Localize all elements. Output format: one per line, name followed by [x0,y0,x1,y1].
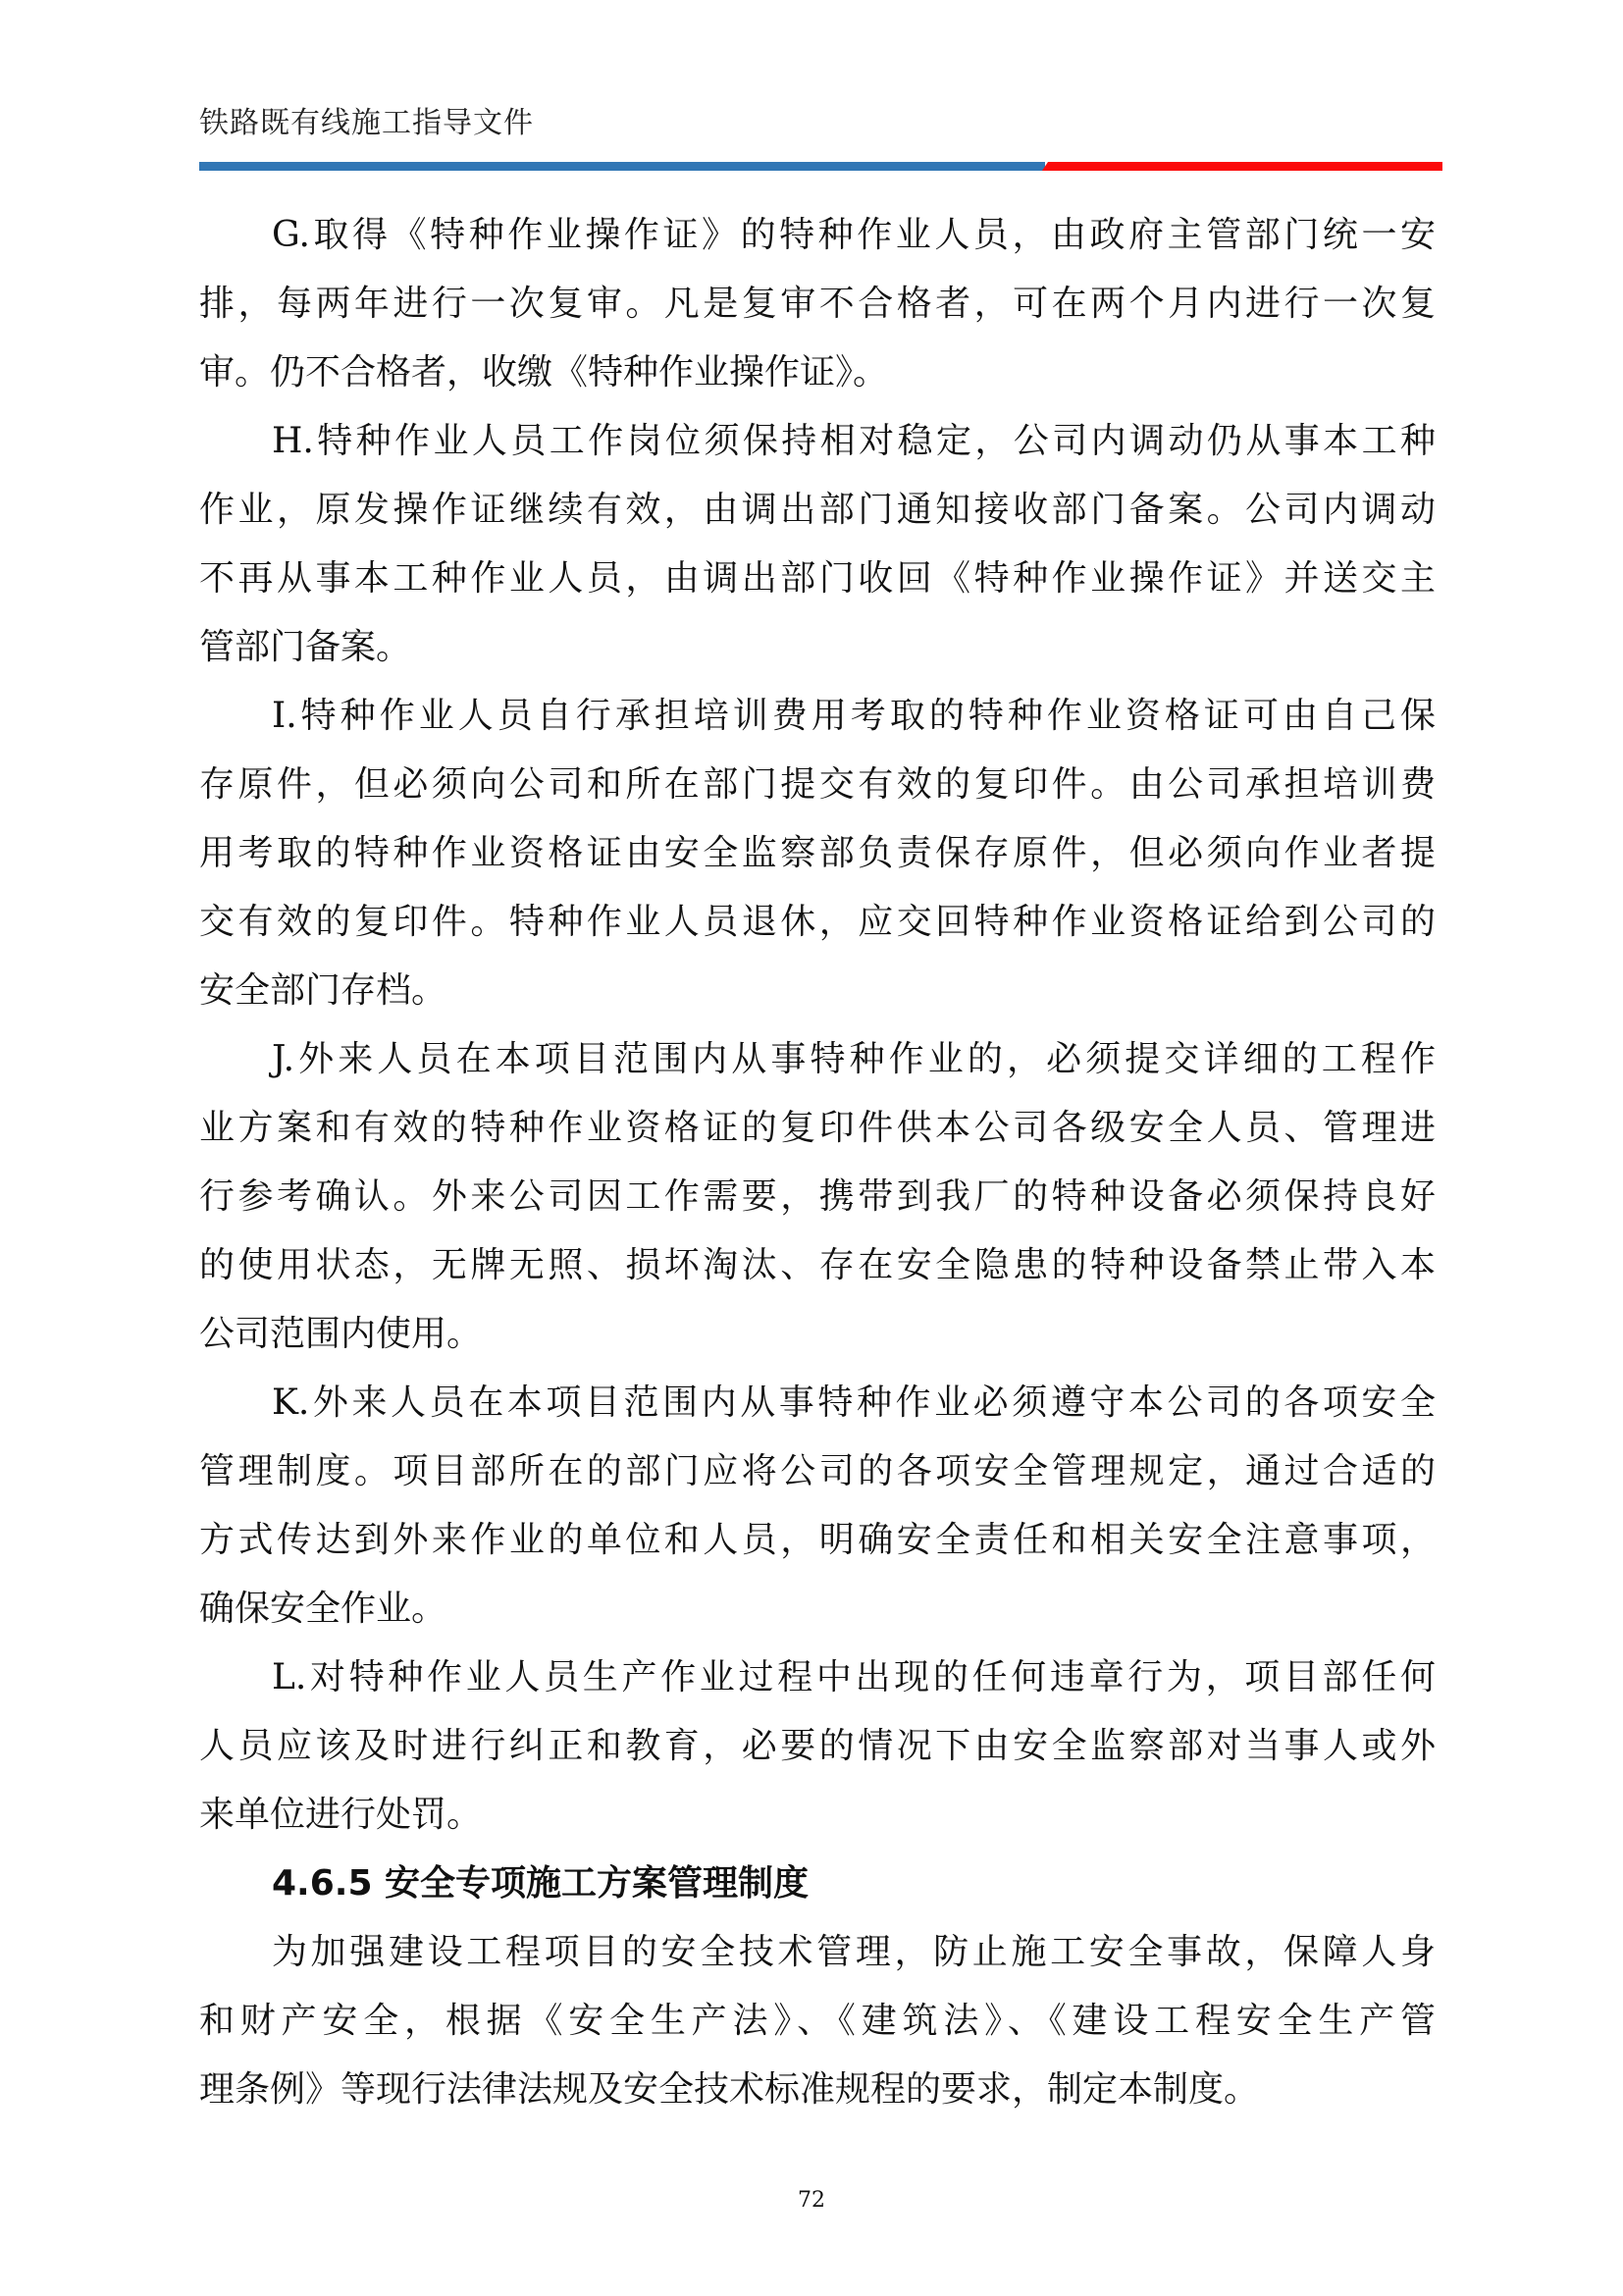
section-paragraph [199,1918,1436,2124]
paragraph [199,201,1436,407]
section-heading: 4.6.5 安全专项施工方案管理制度 [272,1863,810,1904]
header-rule-red [1042,162,1442,171]
text-line: 公司范围内使用。 [199,1314,483,1354]
text-line: 安全部门存档。 [199,970,447,1011]
text-line: 审。仍不合格者，收缴《特种作业操作证》。 [199,352,889,392]
text-line: L.对特种作业人员生产作业过程中出现的任何违章行为，项目部任何 [272,1657,1436,1697]
paragraph [199,407,1436,682]
text-line: I.特种作业人员自行承担培训费用考取的特种作业资格证可由自己保 [272,696,1436,736]
running-header-title: 铁路既有线施工指导文件 [199,106,534,140]
text-line: 用考取的特种作业资格证由安全监察部负责保存原件，但必须向作业者提 [199,833,1436,873]
paragraph [199,682,1436,1025]
text-line: 不再从事本工种作业人员，由调出部门收回《特种作业操作证》并送交主 [199,558,1436,599]
header-rule-blue [199,162,1045,171]
text-line: 确保安全作业。 [199,1589,447,1629]
paragraph [199,1025,1436,1369]
text-line: 管理制度。项目部所在的部门应将公司的各项安全管理规定，通过合适的 [199,1451,1436,1491]
text-line: 为加强建设工程项目的安全技术管理，防止施工安全事故，保障人身 [272,1932,1436,1972]
text-line: 排，每两年进行一次复审。凡是复审不合格者，可在两个月内进行一次复 [199,284,1436,324]
text-line: 作业，原发操作证继续有效，由调出部门通知接收部门备案。公司内调动 [199,490,1436,530]
text-line: 理条例》等现行法律法规及安全技术标准规程的要求，制定本制度。 [199,2069,1260,2110]
text-line: 和财产安全，根据《安全生产法》、《建筑法》、《建设工程安全生产管 [199,2001,1436,2041]
page-number: 72 [798,2188,825,2213]
paragraph [199,1644,1436,1850]
text-line: 业方案和有效的特种作业资格证的复印件供本公司各级安全人员、管理进 [199,1108,1436,1148]
document-body [199,201,1436,2124]
text-line: G.取得《特种作业操作证》的特种作业人员，由政府主管部门统一安 [272,215,1436,255]
paragraph [199,1369,1436,1644]
text-line: K.外来人员在本项目范围内从事特种作业必须遵守本公司的各项安全 [272,1383,1436,1423]
text-line: 的使用状态，无牌无照、损坏淘汰、存在安全隐患的特种设备禁止带入本 [199,1245,1436,1285]
text-line: 管部门备案。 [199,627,412,667]
text-line: 行参考确认。外来公司因工作需要，携带到我厂的特种设备必须保持良好 [199,1176,1436,1217]
text-line: 交有效的复印件。特种作业人员退休，应交回特种作业资格证给到公司的 [199,902,1436,942]
text-line: 来单位进行处罚。 [199,1795,483,1835]
text-line: H.特种作业人员工作岗位须保持相对稳定，公司内调动仍从事本工种 [272,421,1436,461]
text-line: 方式传达到外来作业的单位和人员，明确安全责任和相关安全注意事项， [199,1520,1436,1560]
text-line: 人员应该及时进行纠正和教育，必要的情况下由安全监察部对当事人或外 [199,1726,1436,1766]
text-line: 存原件，但必须向公司和所在部门提交有效的复印件。由公司承担培训费 [199,764,1436,805]
text-line: J.外来人员在本项目范围内从事特种作业的，必须提交详细的工程作 [272,1039,1436,1079]
